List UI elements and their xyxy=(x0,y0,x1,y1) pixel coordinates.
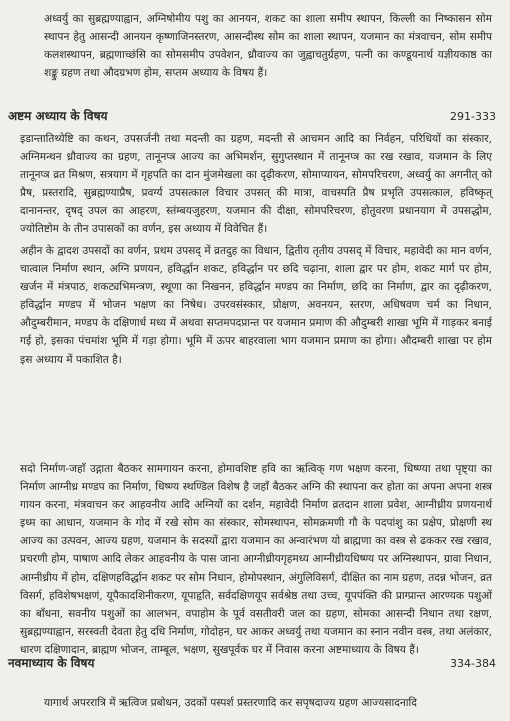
chapter9-heading: नवमाध्याय के विषय xyxy=(8,656,95,670)
chapter8-paragraph-3: सदो निर्माण-जहाँ उद्गाता बैठकर सामगायन करना, होमावशिष्ट हवि का ऋत्विक् गण भक्षण करना, धिष्ण्या तथा पृष्ट्या का निर्माण आग्नीध्र मण्डप का निर्माण, धिष्ण्य स्थण्डिल विशेष है जहाँ बैठकर अग्नि की स्थापना कर होता का अपना अपना शस्त्र गायन करना, मंत्रवाचन कर आहवनीय आदि अग्नियों का दर्शन, महावेदी निर्माण व्रतदान शाला प्रवेश, आग्नीध्रीय प्रणयनार्थ इध्म का आधान, यजमान के गोद में रखे सोम का संस्कार, सोमस्थापन, सोमक्रमणी गौ के पदपांशु का प्रक्षेप, प्रोक्षणी स्थ आज्य का उत्पवन, आज्य ग्रहण, यजमान के सदस्यों द्वारा यजमान का अन्वारंभण यो ब्राह्मणा का वस्त्र से ढककर रख रखाव, प्रचरणी होम, पाषाण आदि लेकर आहवनीय के पास जाना आग्नीध्रीयगृहमध्य आग्नीध्रीयधिष्ण्य पर अग्निस्थापन, ग्रावा निधान, आग्नीध्रीय में होम, दक्षिणहविर्द्धान शकट पर सोम निधान, होमोपस्थान, अंगुलिविसर्ग, दीक्षित का नाम ग्रहण, तदन्न भोजन, व्रत विसर्ग, हविशेषभक्षणं, यूपैकादशिनीकरण, यूपाहृति, सर्वदक्षिणयूप सर्वश्रेष्ठ तथा उच्च, यूपपंक्ति की प्राग्प्रान्त आरण्यक पशुओं का बाँधना, सवनीय पशुओं का आलभन, वपाहोम के पूर्व वसतीवरी जल का ग्रहण, सोमका आसन्दी निधान तथा रक्षण, सुब्रह्मण्याह्वान, सरस्वती देवता हेतु दधि निर्माण, गोदोहन, घर आकर अध्वर्यु तथा यजमान का स्नान नवीन वस्त्र, तथा अलंकार, धारण दक्षिणादान, ब्राह्मण भोजन, ताम्बूल, भक्षण, सुखपूर्वक घर में निवास करना अष्टमाध्याय के विषय हैं। xyxy=(20,463,492,656)
chapter9-page-range: 334-384 xyxy=(450,657,496,670)
chapter8-heading: अष्टम अध्याय के विषय xyxy=(8,109,108,123)
chapter8-paragraph-2: अहीन के द्वादश उपसदों का वर्णन, प्रथम उपसद् में व्रतदुह का विधान, द्वितीय तृतीय उपसद् में विचार, महावेदी का मान वर्णन, चात्वाल निर्माण स्थान, अग्नि प्रणयन, हविर्द्धान शकट, हविर्द्धान पर छदि चढ़ाना, शाला द्वार पर होम, शकट मार्ग पर होम, खर्जन में मंत्रपाठ, शकट्यभिमन्त्रण, स्थूणा का निखनन, हविर्द्धान मण्डप का निर्माण, छदि का निर्माण, द्वार का दृढ़ीकरण, हविर्द्धान मण्डप में भोजन भक्षण का निषेध। उपरवसंस्कार, प्रोक्षण, अवनयन, स्तरण, अधिषवण चर्म का निधान, औदुम्बरीमान, मण्डप के दक्षिणार्ध मध्य में अथवा सप्तमपदप्रान्त पर यजमान प्रमाण की औदुम्बरी शाखा भूमि में गाड़कर बनाई गई हो, इसका पंचमांश भूमि में गड़ा होगा। भूमि में ऊपर बाहरवाला भाग यजमान प्रमाण का होगा। औदम्बरी शाखा पर होम इस अध्याय में पकाशित है। xyxy=(20,245,492,366)
chapter7-tail-paragraph: अध्वर्यु का सुब्रह्मण्याह्वान, अग्निषोमीय पशु का आनयन, शकट का शाला समीप स्थापन, किल्ली का निष्कासन सोम स्थापन हेतु आसन्दी आनयन कृष्णाजिनस्तरण, आसन्दीस्थ सोम का शाला स्थापन, यजमान का मंत्रवाचन, सोम समीप कलशस्थापन, ब्रह्मणाच्छंसि का सोमसमीप उपवेशन, ध्रौवाज्य का जुह्वाचतुर्ग्रहण, पत्नी का कण्डूयनार्थ यज्ञीयकाष्ठ का शङ्कु ग्रहण तथा औदग्रभण होम, सप्तम अध्याय के विषय हैं। xyxy=(44,13,492,80)
chapter9-paragraph-1: यागार्थ अपररात्रि में ऋत्विज प्रबोधन, उदकों पस्पर्श प्रस्तरणादि कर सपृषदाज्य ग्रहण आज्यसादनादि xyxy=(44,697,417,709)
chapter8-page-range: 291-333 xyxy=(450,110,496,123)
chapter8-paragraph-1: इडान्तातिथ्येष्टि का कथन, उपसर्जनी तथा मदन्ती का ग्रहण, मदन्ती से आचमन आदि का निर्वहन, परिधियों का संस्कार, अग्निमन्थन ध्रौवाज्य का ग्रहण, तानूनप्त्र आज्य का अभिमर्शन, सुगुप्तस्थान में तानूनप्त्र का रख रखाव, यजमान के लिए तानूनप्त्र व्रत मिश्रण, सत्रयाग में गृहपति का दान मुंजमेखला का दृढ़ीकरण, सोमाप्यायन, सोमपरिचरण, अध्वर्यु का अगनीत् को प्रैष, प्रस्तरादि, सुब्रह्मण्याप्रैष, प्रवर्ग्य उपसत्काल विचार उपसत् की मात्रा, वाचस्पति प्रैष प्रभृति उपसत्काल, हविष्कृत् दानानन्तर, दृषद् उपल का आहरण, स्तंम्बयजुहरण, यजमान की दीक्षा, सोमपरिचरण, होतुवरण प्रधानयाग में उपसद्धोम, ज्योतिष्टोम के तीन उपासकों का वर्णन, इस अध्याय में विवेचित हैं। xyxy=(20,133,492,236)
